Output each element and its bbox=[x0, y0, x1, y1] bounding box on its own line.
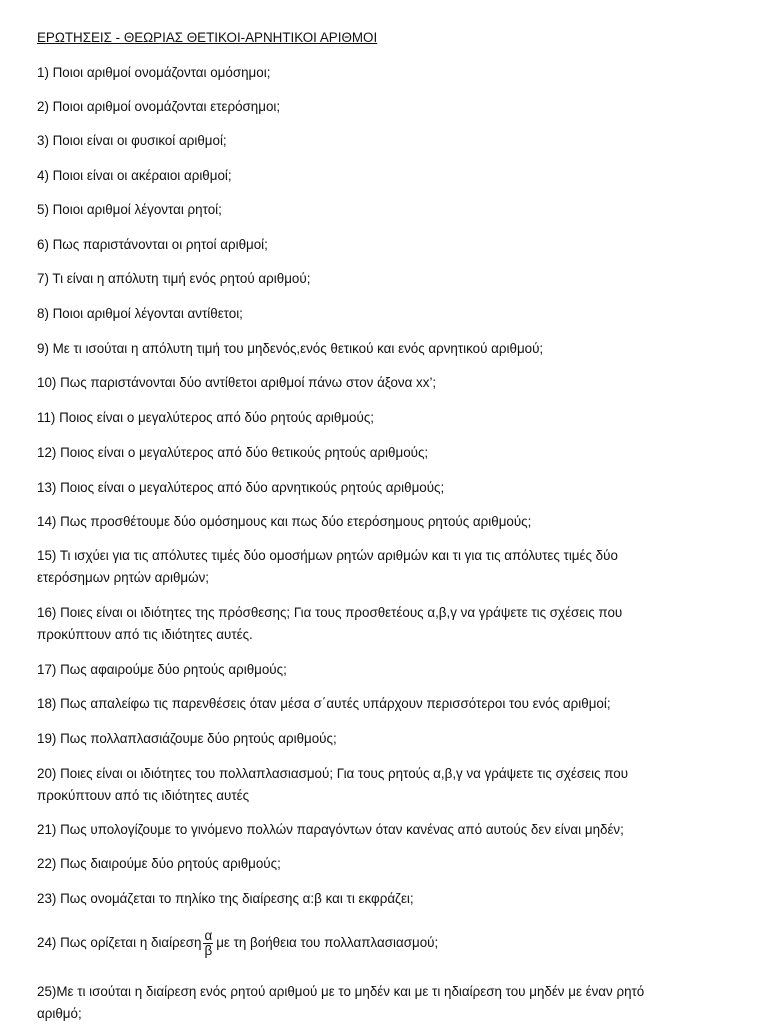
question-15-line-1: 15) Τι ισχύει για τις απόλυτες τιμές δύο ομοσήμων ρητών αριθμών και τι για τις απόλυτες τιμές δύο bbox=[37, 548, 618, 563]
question-3: 3) Ποιοι είναι οι φυσικοί αριθμοί; bbox=[37, 133, 227, 148]
question-2: 2) Ποιοι αριθμοί ονομάζονται ετερόσημοι; bbox=[37, 99, 281, 114]
page-title: ΕΡΩΤΗΣΕΙΣ - ΘΕΩΡΙΑΣ ΘΕΤΙΚΟΙ-ΑΡΝΗΤΙΚΟΙ ΑΡΙΘΜΟΙ bbox=[37, 30, 378, 45]
fraction-numerator: α bbox=[204, 927, 213, 943]
question-25-line-1: 25)Με τι ισούται η διαίρεση ενός ρητού αριθμού με το μηδέν και με τι ηδιαίρεση του μηδέν με έναν ρητό bbox=[37, 984, 645, 999]
question-15 bbox=[37, 545, 737, 589]
question-8: 8) Ποιοι αριθμοί λέγονται αντίθετοι; bbox=[37, 306, 243, 321]
question-22: 22) Πως διαιρούμε δύο ρητούς αριθμούς; bbox=[37, 856, 281, 871]
question-5: 5) Ποιοι αριθμοί λέγονται ρητοί; bbox=[37, 202, 222, 217]
question-7: 7) Τι είναι η απόλυτη τιμή ενός ρητού αριθμού; bbox=[37, 271, 311, 286]
question-19: 19) Πως πολλαπλασιάζουμε δύο ρητούς αριθμούς; bbox=[37, 731, 337, 746]
question-20-line-2: προκύπτουν από τις ιδιότητες αυτές bbox=[37, 788, 250, 803]
question-14: 14) Πως προσθέτουμε δύο ομόσημους και πως δύο ετερόσημους ρητούς αριθμούς; bbox=[37, 514, 532, 529]
question-17: 17) Πως αφαιρούμε δύο ρητούς αριθμούς; bbox=[37, 662, 287, 677]
question-6: 6) Πως παριστάνονται οι ρητοί αριθμοί; bbox=[37, 237, 268, 252]
question-21: 21) Πως υπολογίζουμε το γινόμενο πολλών παραγόντων όταν κανένας από αυτούς δεν είναι μηδέν; bbox=[37, 822, 624, 837]
question-24 bbox=[37, 926, 737, 960]
question-16 bbox=[37, 602, 737, 646]
question-10: 10) Πως παριστάνονται δύο αντίθετοι αριθμοί πάνω στον άξονα xx’; bbox=[37, 375, 437, 390]
question-16-line-2: προκύπτουν από τις ιδιότητες αυτές. bbox=[37, 627, 253, 642]
question-23: 23) Πως ονομάζεται το πηλίκο της διαίρεσης α:β και τι εκφράζει; bbox=[37, 891, 414, 906]
question-16-line-1: 16) Ποιες είναι οι ιδιότητες της πρόσθεσης; Για τους προσθετέους α,β,γ να γράψετε τις σχέσεις που bbox=[37, 605, 623, 620]
question-25-line-2: αριθμό; bbox=[37, 1006, 82, 1021]
question-9: 9) Με τι ισούται η απόλυτη τιμή του μηδενός,ενός θετικού και ενός αρνητικού αριθμού; bbox=[37, 341, 544, 356]
fraction-denominator: β bbox=[204, 942, 213, 958]
question-12: 12) Ποιος είναι ο μεγαλύτερος από δύο θετικούς ρητούς αριθμούς; bbox=[37, 445, 429, 460]
question-25 bbox=[37, 981, 737, 1025]
question-15-line-2: ετερόσημων ρητών αριθμών; bbox=[37, 570, 209, 585]
question-4: 4) Ποιοι είναι οι ακέραιοι αριθμοί; bbox=[37, 168, 232, 183]
question-20 bbox=[37, 763, 737, 807]
question-24-text-after: με τη βοήθεια του πολλαπλασιασμού; bbox=[216, 935, 439, 950]
question-20-line-1: 20) Ποιες είναι οι ιδιότητες του πολλαπλασιασμού; Για τους ρητούς α,β,γ να γράψετε τις σχέσεις που bbox=[37, 766, 629, 781]
question-11: 11) Ποιος είναι ο μεγαλύτερος από δύο ρητούς αριθμούς; bbox=[37, 410, 374, 425]
question-1: 1) Ποιοι αριθμοί ονομάζονται ομόσημοι; bbox=[37, 65, 271, 80]
question-24-text-before: 24) Πως ορίζεται η διαίρεση bbox=[37, 935, 202, 950]
question-18: 18) Πως απαλείφω τις παρενθέσεις όταν μέσα σ΄αυτές υπάρχουν περισσότεροι του ενός αριθμοί; bbox=[37, 696, 611, 711]
question-13: 13) Ποιος είναι ο μεγαλύτερος από δύο αρνητικούς ρητούς αριθμούς; bbox=[37, 480, 445, 495]
fraction-a-over-b bbox=[203, 929, 213, 958]
